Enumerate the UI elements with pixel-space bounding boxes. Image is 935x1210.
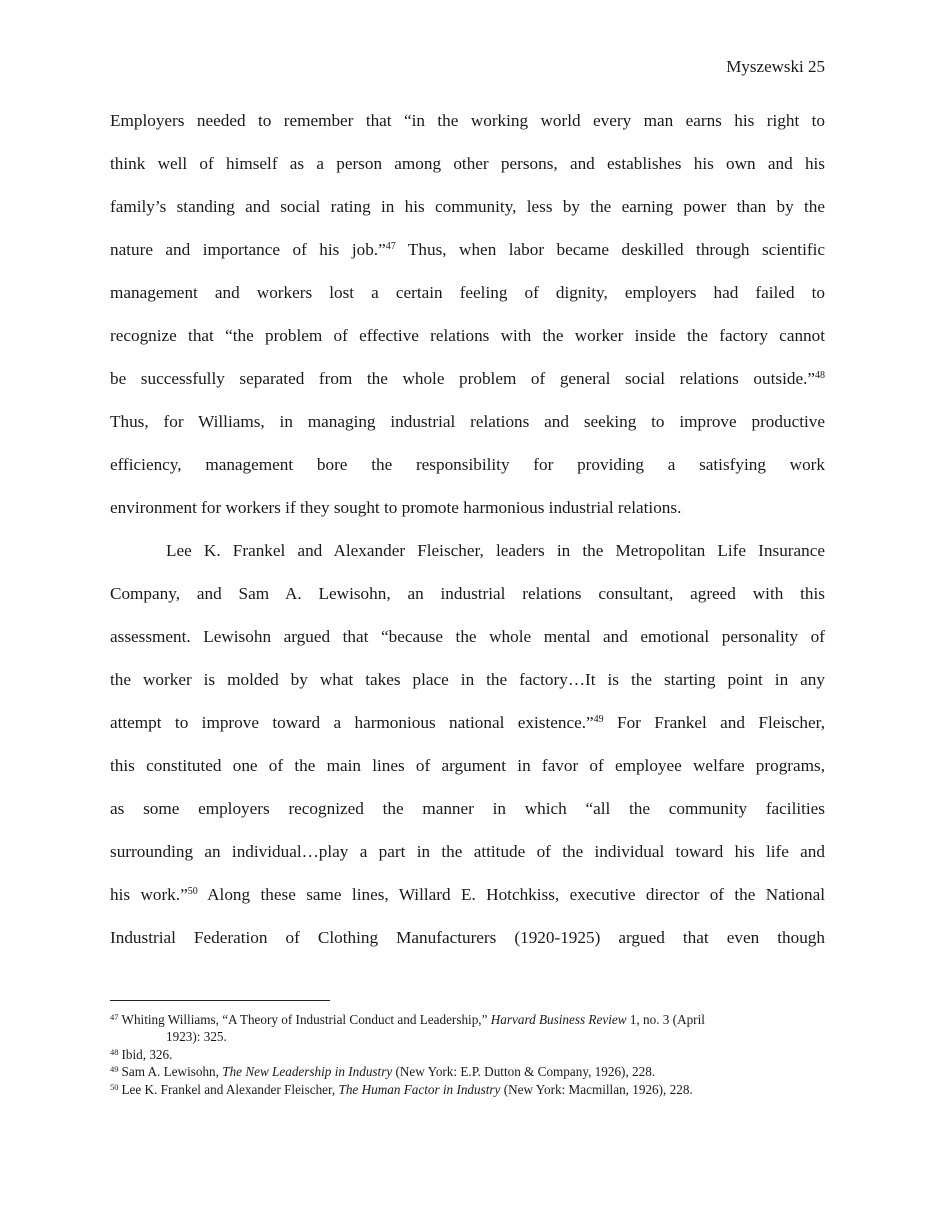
- body-text: [110, 99, 825, 959]
- body-line: Lee K. Frankel and Alexander Fleischer, leaders in the Metropolitan Life Insurance: [166, 541, 825, 560]
- body-line: as some employers recognized the manner in which “all the community facilities: [110, 799, 825, 818]
- body-line: the worker is molded by what takes place in the factory…It is the starting point in any: [110, 670, 825, 689]
- body-line: [110, 228, 825, 271]
- body-line: family’s standing and social rating in his community, less by the earning power than by the: [110, 197, 825, 216]
- footnote-number: 49: [110, 1064, 119, 1075]
- footnote-text: 1, no. 3 (April: [626, 1012, 705, 1027]
- body-line: assessment. Lewisohn argued that “because the whole mental and emotional personality of: [110, 627, 825, 646]
- footnote-reference: 47: [385, 241, 396, 252]
- footnote-text: Whiting Williams, “A Theory of Industrial Conduct and Leadership,”: [121, 1012, 491, 1027]
- footnote-reference: 50: [187, 886, 198, 897]
- footnote-text: (New York: Macmillan, 1926), 228.: [500, 1081, 693, 1097]
- body-line: think well of himself as a person among other persons, and establishes his own and his: [110, 154, 825, 173]
- body-line: recognize that “the problem of effective relations with the worker inside the factory cannot: [110, 326, 825, 345]
- footnote-number: 47: [110, 1012, 119, 1022]
- body-line: management and workers lost a certain feeling of dignity, employers had failed to: [110, 283, 825, 302]
- footnote-reference: 49: [593, 714, 604, 725]
- footnotes: [110, 1011, 825, 1098]
- body-line: this constituted one of the main lines of argument in favor of employee welfare programs,: [110, 756, 825, 775]
- body-text-segment: attempt to improve toward a harmonious national existence.”: [110, 713, 594, 732]
- body-line: efficiency, management bore the responsibility for providing a satisfying work: [110, 455, 825, 474]
- body-line: [110, 701, 825, 744]
- body-line: surrounding an individual…play a part in the attitude of the individual toward his life and: [110, 842, 825, 861]
- footnote-49: [110, 1063, 825, 1080]
- body-text-segment: his work.”: [110, 885, 188, 904]
- footnote-number: 48: [110, 1046, 119, 1057]
- footnote-text: Sam A. Lewisohn,: [121, 1064, 223, 1080]
- body-text-segment: be successfully separated from the whole problem of general social relations outside.”: [110, 369, 815, 388]
- body-line: Thus, for Williams, in managing industrial relations and seeking to improve productive: [110, 412, 825, 431]
- body-line: environment for workers if they sought to promote harmonious industrial relations.: [110, 498, 682, 517]
- footnote-number: 50: [110, 1081, 119, 1092]
- footnote-separator: [110, 1000, 330, 1001]
- footnote-title: Harvard Business Review: [490, 1012, 627, 1027]
- footnote-48: [110, 1046, 825, 1063]
- body-line: Employers needed to remember that “in the working world every man earns his right to: [110, 111, 825, 130]
- body-line: [110, 357, 825, 400]
- body-line: Industrial Federation of Clothing Manufacturers (1920-1925) argued that even though: [110, 928, 825, 947]
- footnote-text: (New York: E.P. Dutton & Company, 1926), 228.: [392, 1064, 656, 1080]
- footnote-text: Ibid, 326.: [121, 1046, 173, 1062]
- body-text-segment: For Frankel and Fleischer,: [603, 713, 825, 732]
- footnote-title: The Human Factor in Industry: [338, 1081, 501, 1097]
- body-line: [110, 873, 825, 916]
- footnote-text: Lee K. Frankel and Alexander Fleischer,: [121, 1081, 339, 1097]
- footnote-50: [110, 1081, 825, 1098]
- body-text-segment: Along these same lines, Willard E. Hotchkiss, executive director of the National: [197, 885, 825, 904]
- body-text-segment: nature and importance of his job.”: [110, 240, 386, 259]
- body-line: Company, and Sam A. Lewisohn, an industrial relations consultant, agreed with this: [110, 584, 825, 603]
- body-text-segment: Thus, when labor became deskilled through scientific: [395, 240, 825, 259]
- footnote-47-continuation: 1923): 325.: [166, 1029, 227, 1045]
- running-head: Myszewski 25: [726, 57, 825, 76]
- footnote-47: [110, 1011, 825, 1028]
- footnote-title: The New Leadership in Industry: [222, 1064, 393, 1080]
- footnote-reference: 48: [815, 370, 825, 381]
